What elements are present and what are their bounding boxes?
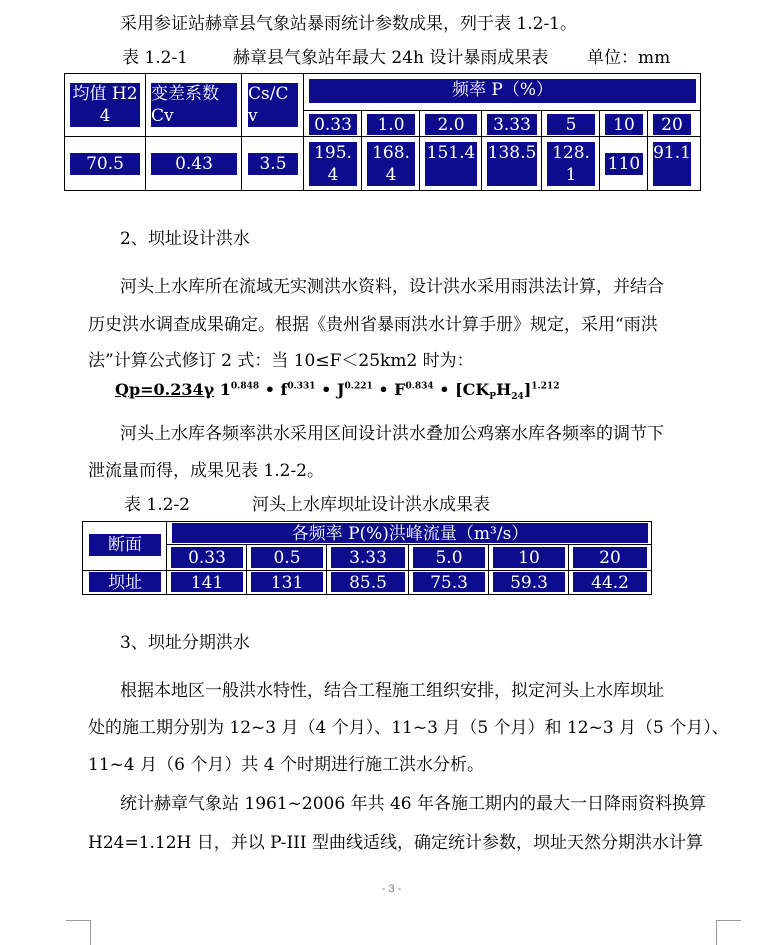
table2-freq-value: 44.2 [573,572,647,592]
table1-caption-no: 表 1.2-1 [122,48,188,68]
table1-cv-value: 0.43 [151,153,237,175]
corner-mark-left [66,920,91,945]
table1-unit: 单位：mm [587,48,671,68]
table1-freq-divider [304,110,700,111]
table1-header-cv: 变差系数 Cv [151,83,237,127]
table2-freq-header: 0.5 [251,547,323,568]
table2-caption-title: 河头上水库坝址设计洪水成果表 [252,495,490,515]
flood-formula: Qp=0.234γ $1^{0.848}$ • $f^{0.331}$ • $J^{0.221}$ • $F^{0.834}$ • $[CK_PH_{24}]^{1.212}$ [115,380,560,403]
section2-line-4: 河头上水库各频率洪水采用区间设计洪水叠加公鸡寨水库各频率的调节下 [120,424,664,444]
section3-line-4: 统计赫章气象站 1961~2006 年共 46 年各施工期内的最大一日降雨资料换算 [120,794,707,814]
table2-freq-header: 20 [573,547,647,568]
table1-freq-header: 20 [653,114,691,135]
table2-freq-value: 131 [251,572,323,592]
section2-line-2: 历史洪水调查成果确定。根据《贵州省暴雨洪水计算手册》规定，采用“雨洪 [88,315,658,335]
table1-freq-header: 5 [547,114,595,135]
table1-row-divider [65,136,700,137]
table2 [82,521,652,595]
section3-line-1: 根据本地区一般洪水特性，结合工程施工组织安排，拟定河头上水库坝址 [120,681,664,701]
table1-freq-value: 128.1 [547,142,595,186]
table2-freq-value: 75.3 [413,572,485,592]
table1 [64,73,701,191]
table2-freq-header: 5.0 [413,547,485,568]
table1-header-frequency: 频率 P（%） [309,79,696,103]
section3-line-5: H24=1.12H 日，并以 P-III 型曲线适线，确定统计参数，坝址天然分期洪水计算 [88,833,703,853]
table2-freq-value: 59.3 [493,572,565,592]
table2-freq-value: 85.5 [331,572,405,592]
table1-freq-header: 1.0 [367,114,415,135]
page-number: - 3 - [381,883,402,895]
table2-freq-value: 141 [171,572,243,592]
table1-freq-header: 0.33 [309,114,357,135]
table2-row-label: 坝址 [89,572,161,592]
section2-line-3: 法”计算公式修订 2 式：当 10≤F＜25km2 时为： [88,351,474,371]
table2-freq-header: 10 [493,547,565,568]
section2-line-1: 河头上水库所在流域无实测洪水资料，设计洪水采用雨洪法计算，并结合 [120,277,664,297]
table1-freq-value: 110 [605,153,643,175]
table1-freq-header: 2.0 [425,114,477,135]
section3-line-3: 11~4 月（6 个月）共 4 个时期进行施工洪水分析。 [88,755,484,775]
table2-header-flow: 各频率 P(%)洪峰流量（m³/s） [172,523,648,543]
table2-freq-header: 3.33 [331,547,405,568]
corner-mark-right [716,920,741,945]
table1-freq-value: 151.4 [425,142,477,186]
intro-text: 采用参证站赫章县气象站暴雨统计参数成果，列于表 1.2-1。 [120,14,577,34]
table1-cscv-value: 3.5 [248,153,298,175]
table1-freq-header: 10 [605,114,643,135]
table2-header-section: 断面 [89,534,161,556]
table1-freq-value: 91.1 [653,142,691,186]
table1-freq-header: 3.33 [487,114,537,135]
table1-freq-value: 138.5 [487,142,537,186]
table1-header-cscv: Cs/Cv [248,83,298,127]
formula-lhs: Qp=0.234γ [115,380,215,399]
section3-line-2: 处的施工期分别为 12~3 月（4 个月）、11~3 月（5 个月）和 12~3 月（5 个月）、 [88,718,729,738]
table1-header-mean: 均值 H24 [70,83,140,127]
table1-caption-title: 赫章县气象站年最大 24h 设计暴雨成果表 [233,48,549,68]
section2-line-5: 泄流量而得，成果见表 1.2-2。 [88,461,324,481]
table2-freq-header: 0.33 [171,547,243,568]
table1-freq-value: 168.4 [367,142,415,186]
table1-freq-value: 195.4 [309,142,357,186]
table1-mean-value: 70.5 [70,153,140,175]
section3-heading: 3、坝址分期洪水 [120,633,250,653]
section2-heading: 2、坝址设计洪水 [120,229,250,249]
table2-caption-no: 表 1.2-2 [124,495,190,515]
